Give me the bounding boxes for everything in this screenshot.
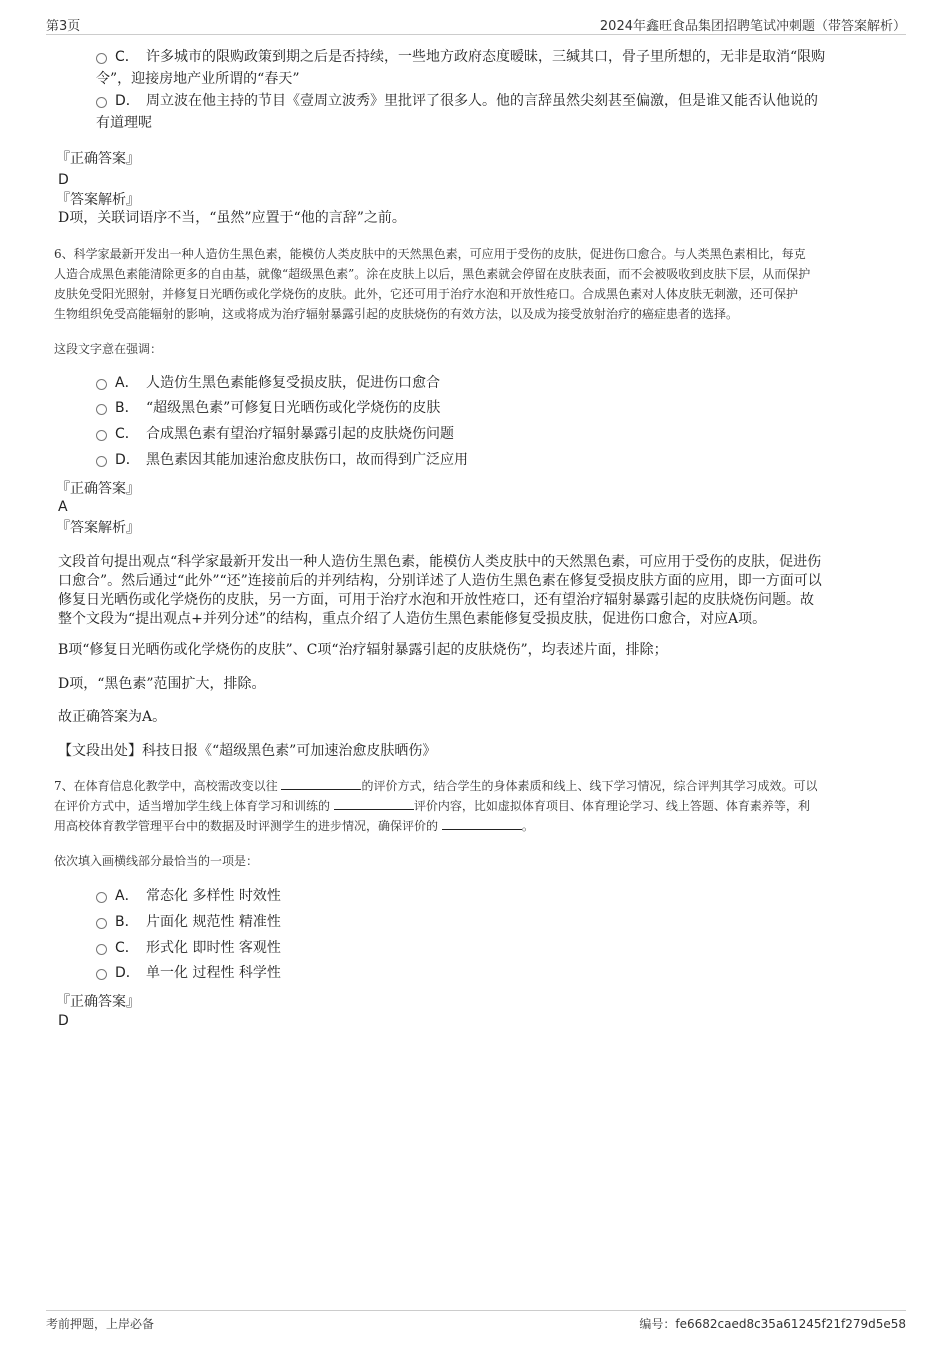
blank-line[interactable]: [281, 777, 361, 790]
correct-answer-label: 『正确答案』: [56, 481, 140, 497]
question-6-stem: 6、科学家最新开发出一种人造仿生黑色素，能模仿人类皮肤中的天然黑色素，可应用于受伤的皮肤，促进伤口愈合。与人类黑色素相比，每克 人造合成黑色素能清除更多的自由基，就像“超级黑色素”。涂在皮肤上以后，黑色素就会停留在皮肤表面，而不会被吸收到皮肤下层，从而保护 皮肤免受阳光照射，并修复日光晒伤或化学烧伤的皮肤。此外，它还可用于治疗水泡和开放性疮口。合成黑色素对人体皮肤无刺激，还可保护 生物组织免受高能辐射的影响，这或将成为治疗辐射暴露引起的皮肤烧伤的有效方法，以及成为接受放射治疗的癌症患者的选择。: [54, 247, 811, 321]
radio-button[interactable]: [96, 379, 107, 390]
radio-button[interactable]: [96, 53, 107, 64]
blank-line[interactable]: [334, 797, 414, 810]
radio-button[interactable]: [96, 918, 107, 929]
footer-slogan: 考前押题，上岸必备: [46, 1317, 155, 1331]
passage-source: 【文段出处】科技日报《“超级黑色素”可加速治愈皮肤晒伤》: [58, 743, 437, 759]
q7-option-c[interactable]: C． 形式化 即时性 客观性: [96, 937, 890, 959]
analysis-label: 『答案解析』: [56, 192, 140, 208]
page-header: [46, 12, 906, 35]
radio-button[interactable]: [96, 892, 107, 903]
radio-button[interactable]: [96, 456, 107, 467]
correct-answer-value: D: [58, 172, 69, 188]
page-number: 第3页: [46, 19, 81, 34]
q7-option-d[interactable]: D． 单一化 过程性 科学性: [96, 962, 890, 984]
radio-button[interactable]: [96, 969, 107, 980]
analysis-text: D项，关联词语序不当，“虽然”应置于“他的言辞”之前。: [58, 210, 406, 226]
analysis-paragraph: 文段首句提出观点“科学家最新开发出一种人造仿生黑色素，能模仿人类皮肤中的天然黑色素，可应用于受伤的皮肤，促进伤 口愈合”。然后通过“此外”“还”连接前后的并列结构，分别详述了人造仿生黑色素在修复受损皮肤方面的应用，即一方面可以 修复日光晒伤或化学烧伤的皮肤，另一方面，可用于治疗水泡和开放性疮口，还有望治疗辐射暴露引起的皮肤烧伤问题。故 整个文段为“提出观点+并列分述”的结构，重点介绍了人造仿生黑色素能修复受损皮肤，促进伤口愈合，对应A项。: [58, 554, 822, 627]
q6-option-c[interactable]: C． 合成黑色素有望治疗辐射暴露引起的皮肤烧伤问题: [96, 423, 890, 445]
q7-option-a[interactable]: A． 常态化 多样性 时效性: [96, 885, 890, 907]
correct-answer-value: A: [58, 499, 68, 515]
blank-line[interactable]: [442, 817, 522, 830]
document-title: 2024年鑫旺食品集团招聘笔试冲刺题（带答案解析）: [599, 19, 906, 34]
analysis-label: 『答案解析』: [56, 520, 140, 536]
analysis-option-b: B项“修复日光晒伤或化学烧伤的皮肤”、C项“治疗辐射暴露引起的皮肤烧伤”，均表述片面，排除；: [58, 642, 668, 658]
radio-button[interactable]: [96, 97, 107, 108]
correct-answer-label: 『正确答案』: [56, 994, 140, 1010]
question-7-prompt: 依次填入画横线部分最恰当的一项是：: [54, 854, 259, 868]
analysis-option-d: D项，“黑色素”范围扩大，排除。: [58, 676, 266, 692]
radio-button[interactable]: [96, 404, 107, 415]
radio-button[interactable]: [96, 944, 107, 955]
serial-number: 编号：fe6682caed8c35a61245f21f279d5e58: [639, 1317, 906, 1331]
q6-option-a[interactable]: A． 人造仿生黑色素能修复受损皮肤，促进伤口愈合: [96, 372, 890, 394]
correct-answer-value: D: [58, 1013, 69, 1029]
analysis-conclusion: 故正确答案为A。: [58, 709, 167, 725]
question-6-prompt: 这段文字意在强调：: [54, 342, 163, 356]
q5-option-d[interactable]: D． 周立波在他主持的节目《壹周立波秀》里批评了很多人。他的言辞虽然尖刻甚至偏激，但是谁又能否认他说的 有道理呢: [96, 93, 818, 131]
q7-option-b[interactable]: B． 片面化 规范性 精准性: [96, 911, 890, 933]
correct-answer-label: 『正确答案』: [56, 151, 140, 167]
page-footer: [46, 1310, 906, 1335]
q6-option-b[interactable]: B． “超级黑色素”可修复日光晒伤或化学烧伤的皮肤: [96, 397, 890, 419]
question-7-stem: 7、在体育信息化教学中，高校需改变以往 的评价方式，结合学生的身体素质和线上、线下学习情况，综合评判其学习成效。可以 在评价方式中，适当增加学生线上体育学习和训练的 评价内容，比如虚拟体育项目、体育理论学习、线上答题、体育素养等，利 用高校体育教学管理平台中的数据及时评测学生的进步情况，确保评价的 。: [54, 779, 818, 833]
q5-option-c[interactable]: C． 许多城市的限购政策到期之后是否持续，一些地方政府态度暧昧，三缄其口，骨子里所想的，无非是取消“限购 令”，迎接房地产业所谓的“春天”: [96, 49, 826, 87]
radio-button[interactable]: [96, 430, 107, 441]
q6-option-d[interactable]: D． 黑色素因其能加速治愈皮肤伤口，故而得到广泛应用: [96, 449, 890, 471]
